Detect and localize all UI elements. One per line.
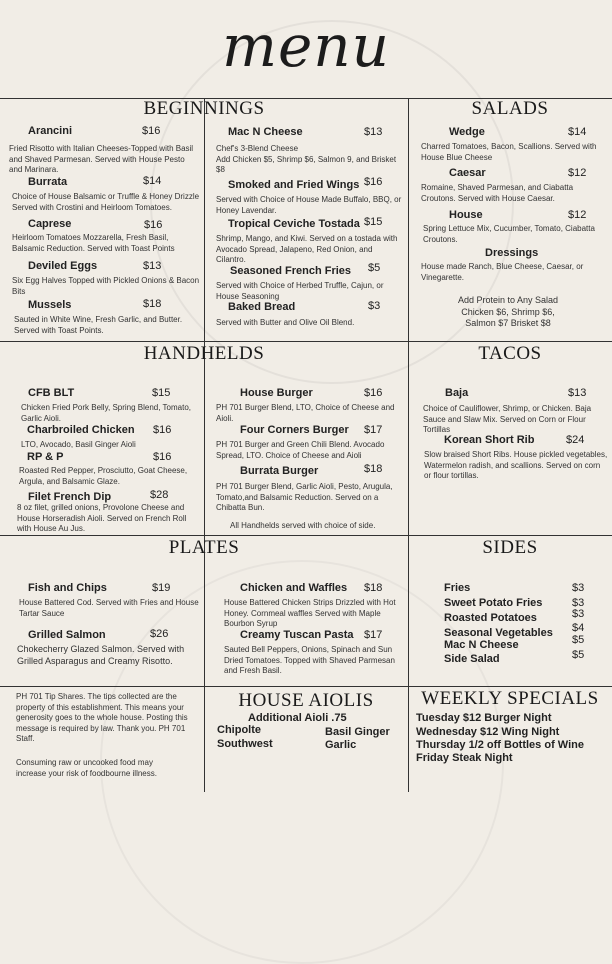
divider-handhelds bbox=[0, 341, 612, 342]
item-price: $16 bbox=[364, 176, 383, 188]
item-price: $5 bbox=[368, 262, 381, 274]
divider-plates bbox=[0, 535, 612, 536]
item-price: $19 bbox=[152, 582, 171, 594]
side-price: $3 bbox=[572, 608, 585, 620]
item-price: $16 bbox=[144, 219, 163, 231]
section-salads: SALADS bbox=[471, 98, 549, 119]
aioli-item: Basil Ginger bbox=[325, 726, 390, 738]
additional-aioli: Additional Aioli .75 bbox=[248, 712, 347, 724]
item-name: Korean Short Rib bbox=[444, 434, 535, 446]
section-aiolis: HOUSE AIOLIS bbox=[238, 690, 374, 711]
item-price: $13 bbox=[143, 260, 162, 272]
item-name: Fish and Chips bbox=[28, 582, 107, 594]
side-name: Mac N Cheese bbox=[444, 639, 519, 651]
dressings-title: Dressings bbox=[485, 247, 539, 259]
item-price: $13 bbox=[364, 126, 383, 138]
item-name: House Burger bbox=[240, 387, 313, 399]
item-price: $15 bbox=[152, 387, 171, 399]
side-price: $5 bbox=[572, 634, 585, 646]
item-desc: Chicken Fried Pork Belly, Spring Blend, Tomato, Garlic Aioli. bbox=[21, 403, 192, 423]
item-price: $14 bbox=[568, 126, 587, 138]
section-beginnings: BEGINNINGS bbox=[143, 98, 265, 119]
item-name: Baked Bread bbox=[228, 301, 296, 313]
item-name: House bbox=[449, 209, 483, 221]
item-name: Wedge bbox=[449, 126, 485, 138]
item-price: $18 bbox=[364, 582, 383, 594]
item-name: Creamy Tuscan Pasta bbox=[240, 629, 354, 641]
item-desc: Spring Lettuce Mix, Cucumber, Tomato, Ciabatta Croutons. bbox=[423, 224, 595, 244]
item-desc: 8 oz filet, grilled onions, Provolone Cheese and House Horseradish Aioli. Served on French Roll with House Au Jus. bbox=[17, 503, 187, 533]
item-name: Caesar bbox=[449, 167, 486, 179]
item-name: Arancini bbox=[28, 125, 73, 137]
item-price: $12 bbox=[568, 167, 587, 179]
item-price: $16 bbox=[364, 387, 383, 399]
item-price: $17 bbox=[364, 629, 383, 641]
item-price: $16 bbox=[142, 125, 161, 137]
item-desc: Chokecherry Glazed Salmon. Served with Grilled Asparagus and Creamy Risotto. bbox=[17, 644, 185, 666]
item-price: $16 bbox=[153, 451, 172, 463]
item-name: Grilled Salmon bbox=[28, 629, 106, 641]
divider-footer bbox=[0, 686, 612, 687]
section-handhelds: HANDHELDS bbox=[143, 343, 265, 364]
item-desc: Shrimp, Mango, and Kiwi. Served on a tostada with Avocado Spread, Jalapeno, Red Onion, and Cilantro. bbox=[216, 234, 398, 264]
item-name: Chicken and Waffles bbox=[240, 582, 348, 594]
special-item: Tuesday $12 Burger Night bbox=[416, 712, 552, 724]
item-desc: House Battered Cod. Served with Fries and House Tartar Sauce bbox=[19, 598, 199, 618]
aioli-item: Southwest bbox=[217, 738, 273, 750]
item-desc: Slow braised Short Ribs. House pickled vegetables, Watermelon radish, and scallions. Served on corn or flour tortillas. bbox=[424, 450, 608, 480]
salad-protein-note: Add Protein to Any Salad Chicken $6, Shrimp $6, Salmon $7 Brisket $8 bbox=[457, 295, 559, 328]
item-name: Mussels bbox=[28, 299, 72, 311]
dressings-desc: House made Ranch, Blue Cheese, Caesar, or Vinegarette. bbox=[421, 262, 584, 282]
side-price: $4 bbox=[572, 622, 585, 634]
handhelds-note: All Handhelds served with choice of side. bbox=[230, 521, 376, 530]
item-name: Caprese bbox=[28, 218, 72, 230]
item-desc: Fried Risotto with Italian Cheeses-Topped with Basil and Shaved Parmesan. Served with House Pesto and Marinara. bbox=[9, 144, 194, 174]
item-price: $12 bbox=[568, 209, 587, 221]
item-desc: Six Egg Halves Topped with Pickled Onions & Bacon Bits bbox=[12, 276, 200, 296]
section-tacos: TACOS bbox=[478, 343, 542, 364]
item-desc: Choice of Cauliflower, Shrimp, or Chicken. Baja Sauce and Slaw Mix. Served on Corn or Flour Tortillas bbox=[423, 404, 592, 434]
item-name: RP & P bbox=[27, 451, 64, 463]
item-name: Seasoned French Fries bbox=[230, 265, 352, 277]
side-price: $3 bbox=[572, 582, 585, 594]
item-desc: PH 701 Burger Blend, Garlic Aioli, Pesto, Arugula, Tomato,and Balsamic Reduction. Served on a Chibatta Bun. bbox=[216, 482, 393, 512]
item-price: $28 bbox=[150, 489, 169, 501]
item-desc: Charred Tomatoes, Bacon, Scallions. Served with House Blue Cheese bbox=[421, 142, 597, 162]
item-price: $15 bbox=[364, 216, 383, 228]
special-item: Thursday 1/2 off Bottles of Wine bbox=[416, 739, 584, 751]
raw-food-warning: Consuming raw or uncooked food may increase your risk of foodbourne illness. bbox=[16, 758, 157, 778]
item-desc: Romaine, Shaved Parmesan, and Ciabatta Croutons. Served with House Caesar. bbox=[421, 183, 574, 203]
side-name: Seasonal Vegetables bbox=[444, 627, 553, 639]
item-desc: LTO, Avocado, Basil Ginger Aioli bbox=[21, 440, 136, 449]
item-name: Tropical Ceviche Tostada bbox=[228, 218, 360, 230]
item-price: $14 bbox=[143, 175, 162, 187]
item-name: Baja bbox=[445, 387, 469, 399]
side-name: Fries bbox=[444, 582, 471, 594]
item-desc: Sauted Bell Peppers, Onions, Spinach and Sun Dried Tomatoes. Topped with Shaved Parmesan and Fresh Basil. bbox=[224, 645, 395, 675]
item-name: Mac N Cheese bbox=[228, 126, 303, 138]
item-desc: Heirloom Tomatoes Mozzarella, Fresh Basil, Balsamic Reduction. Served with Toast Points bbox=[12, 233, 175, 253]
item-name: Filet French Dip bbox=[28, 491, 112, 503]
item-desc: House Battered Chicken Strips Drizzled with Hot Honey. Cornmeal waffles Served with Maple Bourbon Syrup bbox=[224, 598, 396, 628]
item-name: Deviled Eggs bbox=[28, 260, 98, 272]
side-price: $3 bbox=[572, 597, 585, 609]
item-price: $18 bbox=[364, 463, 383, 475]
menu-title: menu bbox=[221, 12, 391, 80]
side-price: $5 bbox=[572, 649, 585, 661]
item-desc: Roasted Red Pepper, Prosciutto, Goat Cheese, Argula, and Balsamic Glaze. bbox=[19, 466, 188, 486]
item-desc: Chef's 3-Blend Cheese Add Chicken $5, Shrimp $6, Salmon 9, and Brisket $8 bbox=[216, 144, 397, 174]
item-price: $13 bbox=[568, 387, 587, 399]
item-name: Charbroiled Chicken bbox=[27, 424, 135, 436]
item-desc: Sauted in White Wine, Fresh Garlic, and Butter. Served with Toast Points. bbox=[14, 315, 183, 335]
divider-col1 bbox=[204, 98, 205, 792]
tip-share-notice: PH 701 Tip Shares. The tips collected are the property of this establishment. This means your generosity goes to the whole house. Posting this message is required by law. Thank you. PH 701 Staff. bbox=[16, 692, 188, 743]
item-name: Burrata bbox=[28, 176, 68, 188]
item-price: $18 bbox=[143, 298, 162, 310]
item-desc: Served with Choice of Herbed Truffle, Cajun, or House Seasoning bbox=[216, 281, 384, 301]
section-plates: PLATES bbox=[168, 537, 240, 558]
side-name: Sweet Potato Fries bbox=[444, 597, 543, 609]
item-price: $16 bbox=[153, 424, 172, 436]
item-price: $3 bbox=[368, 300, 381, 312]
item-desc: Choice of House Balsamic or Truffle & Honey Drizzle Served with Crostini and Heirloom Tomatoes. bbox=[12, 192, 200, 212]
item-price: $17 bbox=[364, 424, 383, 436]
section-specials: WEEKLY SPECIALS bbox=[421, 688, 599, 709]
item-desc: Served with Choice of House Made Buffalo, BBQ, or Honey Lavendar. bbox=[216, 195, 402, 215]
item-name: Four Corners Burger bbox=[240, 424, 349, 436]
item-desc: PH 701 Burger and Green Chili Blend. Avocado Spread, LTO. Choice of Cheese and Aioli bbox=[216, 440, 385, 460]
item-name: CFB BLT bbox=[28, 387, 75, 399]
side-name: Roasted Potatoes bbox=[444, 612, 537, 624]
item-desc: Served with Butter and Olive Oil Blend. bbox=[216, 318, 355, 327]
aioli-item: Chipolte bbox=[217, 724, 261, 736]
section-sides: SIDES bbox=[482, 537, 538, 558]
special-item: Wednesday $12 Wing Night bbox=[416, 726, 560, 738]
side-name: Side Salad bbox=[444, 653, 500, 665]
item-name: Burrata Burger bbox=[240, 465, 319, 477]
aioli-item: Garlic bbox=[325, 739, 357, 751]
item-name: Smoked and Fried Wings bbox=[228, 179, 360, 191]
item-price: $24 bbox=[566, 434, 585, 446]
item-desc: PH 701 Burger Blend, LTO, Choice of Cheese and Aioli. bbox=[216, 403, 395, 423]
special-item: Friday Steak Night bbox=[416, 752, 513, 764]
item-price: $26 bbox=[150, 628, 169, 640]
